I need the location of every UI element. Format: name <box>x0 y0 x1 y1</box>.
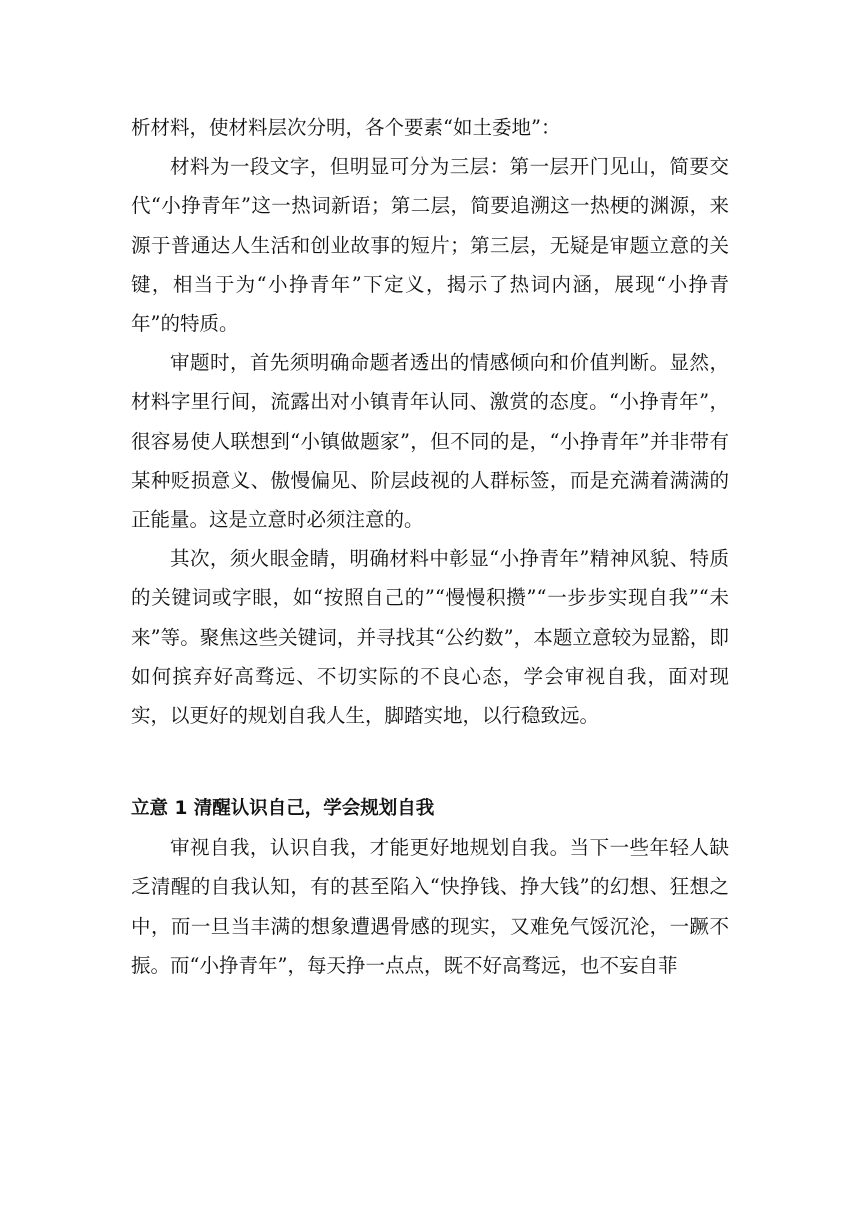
section-heading: 立意 1 清醒认识自己，学会规划自我 <box>131 798 435 820</box>
paragraph-emotional-tendency: 审题时，首先须明确命题者透出的情感倾向和价值判断。显然，材料字里行间，流露出对小镇青年认同、激赏的态度。“小挣青年”，很容易使人联想到“小镇做题家”，但不同的是，“小挣青年”并非带有某种贬损意义、傲慢偏见、阶层歧视的人群标签，而是充满着满满的正能量。这是立意时必须注意的。 <box>131 351 729 532</box>
paragraph-material-structure: 材料为一段文字，但明显可分为三层：第一层开门见山，简要交代“小挣青年”这一热词新语；第二层，简要追溯这一热梗的渊源，来源于普通达人生活和创业故事的短片；第三层，无疑是审题立意的关键，相当于为“小挣青年”下定义，揭示了热词内涵，展现“小挣青年”的特质。 <box>131 155 729 336</box>
paragraph-keywords: 其次，须火眼金睛，明确材料中彰显“小挣青年”精神风貌、特质的关键词或字眼，如“按照自己的”“慢慢积攒”“一步步实现自我”“未来”等。聚焦这些关键词，并寻找其“公约数”，本题立意较为显豁，即如何摈弃好高骛远、不切实际的不良心态，学会审视自我，面对现实，以更好的规划自我人生，脚踏实地，以行稳致远。 <box>131 547 729 728</box>
paragraph-continuation: 析材料，使材料层次分明，各个要素“如土委地”： <box>131 116 561 139</box>
document-page <box>131 108 729 985</box>
paragraph-self-recognition: 审视自我，认识自我，才能更好地规划自我。当下一些年轻人缺乏清醒的自我认知，有的甚至陷入“快挣钱、挣大钱”的幻想、狂想之中，而一旦当丰满的想象遭遇骨感的现实，又难免气馁沉沦，一蹶不振。而“小挣青年”，每天挣一点点，既不好高骛远，也不妄自菲 <box>131 836 729 977</box>
